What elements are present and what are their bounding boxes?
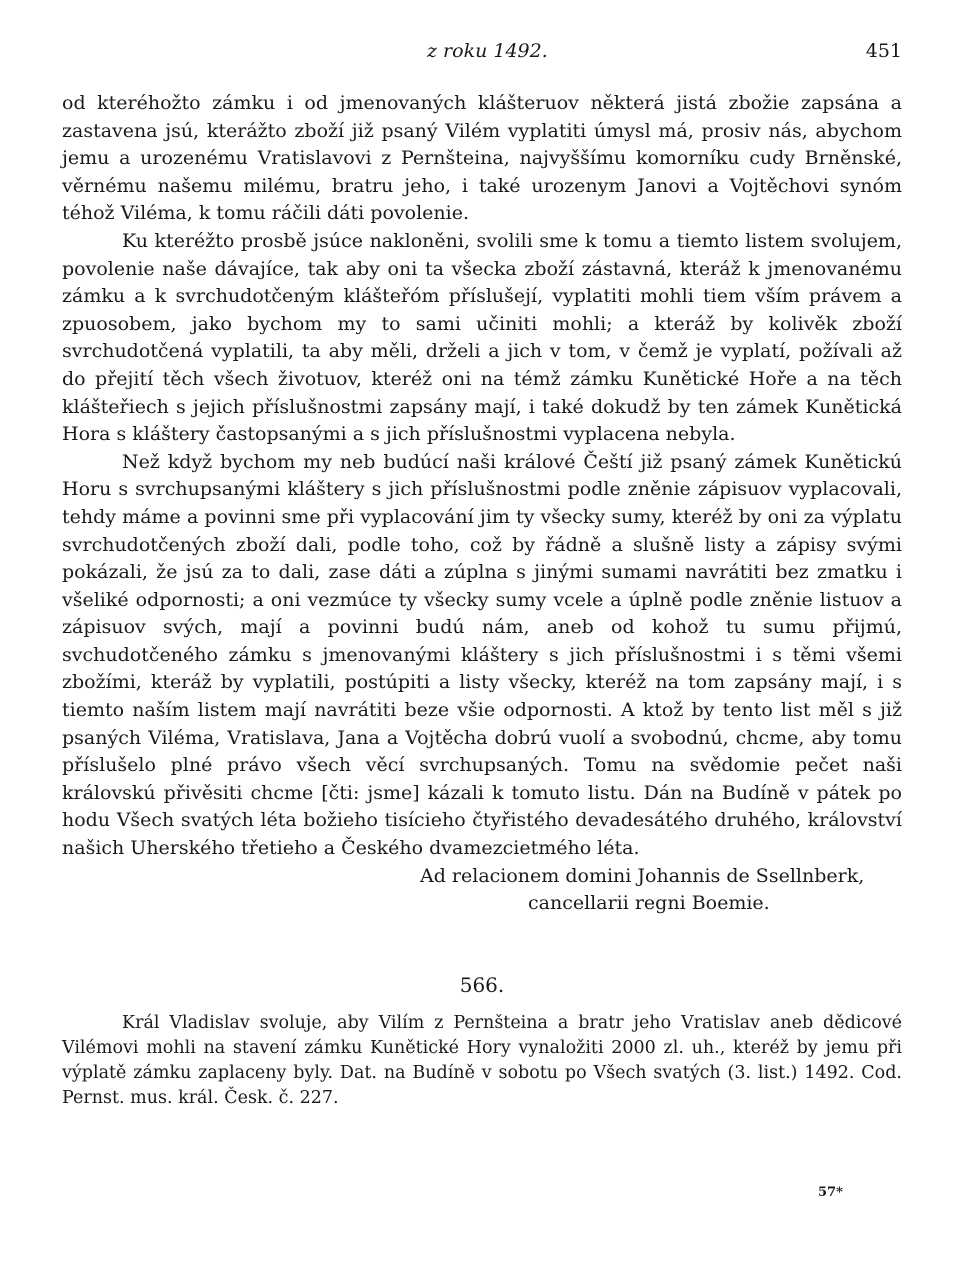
running-head [62, 40, 902, 64]
book-page [62, 40, 902, 1111]
relatio-line: cancellarii regni Boemie. [528, 892, 770, 915]
running-title: z roku 1492. [427, 40, 548, 62]
charter-text [62, 90, 902, 863]
sheet-signature: 57* [818, 1185, 843, 1200]
page-number: 451 [865, 40, 902, 62]
relatio-line: Ad relacionem domini Johannis de Ssellnberk, [420, 864, 865, 887]
paragraph: od kteréhožto zámku i od jmenovaných klášteruov některá jistá zbožie zapsána a zastavena jsú, kterážto zboží již psaný Vilém vyplatiti úmysl má, prosiv nás, abychom jemu a urozenému Vratislavovi z Pernšteina, najvyššímu komorníku cudy Brněnské, věrnému našemu milému, bratru jeho, i také urozenym Janovi a Vojtěchovi synóm téhož Viléma, k tomu ráčili dáti povolenie. [62, 92, 902, 225]
relatio-block [62, 863, 902, 919]
regest: Král Vladislav svoluje, aby Vilím z Pernšteina a bratr jeho Vratislav aneb dědicové Vilémovi mohli na stavení zámku Kunětické Hory vynaložiti 2000 zl. uh., kteréž by jemu při výplatě zámku zaplaceny byly. Dat. na Budíně v sobotu po Všech svatých (3. list.) 1492. Cod. Pernst. mus. král. Česk. č. 227. [62, 1012, 902, 1108]
paragraph: Než když bychom my neb budúcí naši králové Čeští již psaný zámek Kunětickú Horu s svrchupsanými kláštery s jich příslušnostmi podle zněnie zápisuov vyplacovali, tehdy máme a povinni sme při vyplacování jim ty všecky sumy, kteréž by oni za výplatu svrchudotčených zboží dali, podle toho, což by řádně a slušně listy a zápisy svými pokázali, že jsú za to dali, zase dáti a zúplna s jinými sumami navrátiti bez zmatku i všeliké odpornosti; a oni vezmúce ty všecky sumy vcele a úplně podle zněnie listuov a zápisuov svých, mají a povinni budú nám, aneb od kohož tu sumu přijmú, svchudotčeného zámku s jmenovanými kláštery s jich příslušnostmi i s těmi všemi zbožími, kteráž by vyplatili, postúpiti a listy všecky, kteréž na tom zapsány mají, i s tiemto naším listem mají navrátiti beze všie odpornosti. A ktož by tento list měl s již psaných Viléma, Vratislava, Jana a Vojtěcha dobrú vuolí a svobodnú, chcme, aby tomu příslušelo plné právo všech věcí svrchupsaných. Tomu na svědomie pečet naši královskú přivěsiti chcme [čti: jsme] kázali k tomuto listu. Dán na Budíně v pátek po hodu Všech svatých léta božieho tisícieho čtyřistého devadesátého druhého, království našich Uherského třetieho a Českého dvamezcietmého léta. [62, 450, 902, 860]
paragraph: Ku kteréžto prosbě jsúce nakloněni, svolili sme k tomu a tiemto listem svolujem, povolenie naše dávajíce, tak aby oni ta všecka zboží zástavná, kteráž k jmenovanému zámku a k svrchudotčeným klášteřóm příslušejí, vyplatiti mohli tiem vším právem a zpuosobem, jako bychom my to sami učiniti mohli; a kteráž by kolivěk zboží svrchudotčená vyplatili, ta aby měli, drželi a jich v tom, v čemž je vyplatí, požívali až do přejití těch všech životuov, kteréž oni na témž zámku Kunětické Hoře a na těch klášteřiech s jejich příslušnostmi zapsány mají, i také dokudž by ten zámek Kunětická Hora s kláštery častopsanými a s jich příslušnostmi vyplacena nebyla. [62, 229, 902, 446]
document-number: 566. [459, 972, 505, 997]
